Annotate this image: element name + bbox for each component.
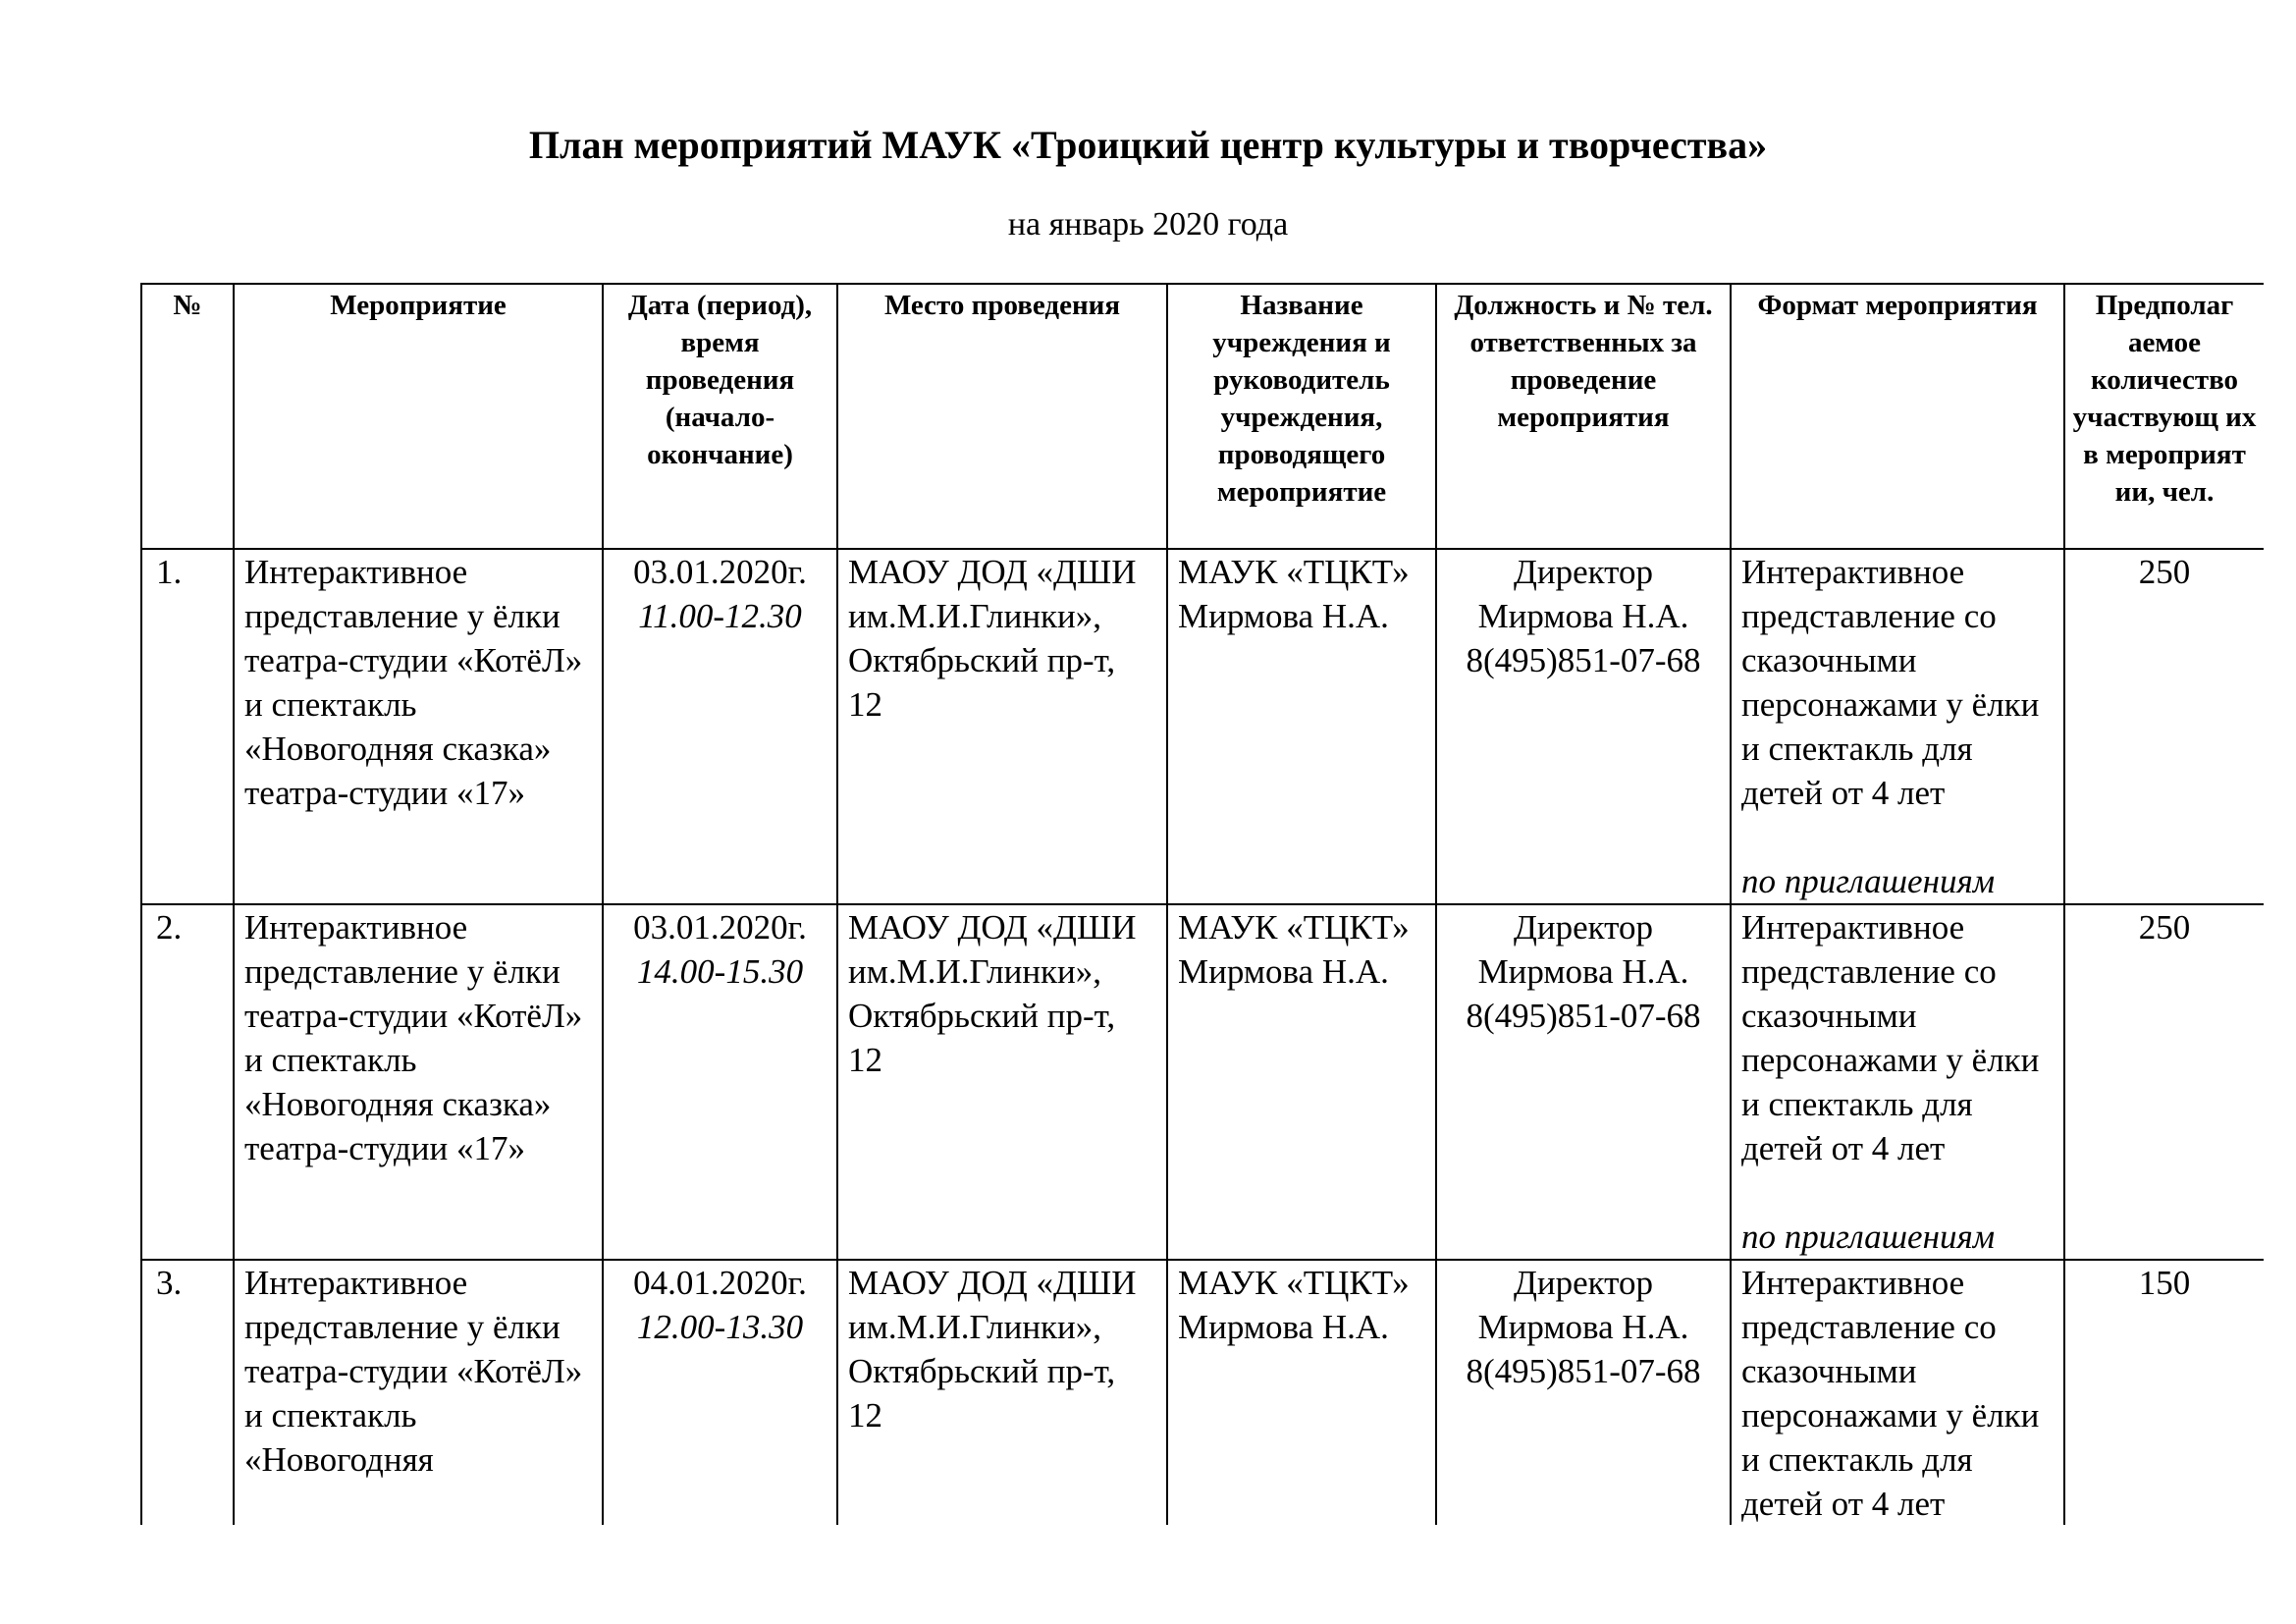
event-participants: 250 <box>2064 904 2264 1260</box>
event-format <box>1731 1260 2064 1525</box>
events-table-container <box>140 283 2264 1525</box>
event-format <box>1731 549 2064 904</box>
format-description: Интерактивное представление со сказочными персонажами у ёлки и спектакль для детей от 4 лет <box>1741 1264 2040 1523</box>
responsible-position: Директор <box>1513 1264 1654 1302</box>
header-participants: Предполаг аемое количество участвующ их в мероприят ии, чел. <box>2064 284 2264 549</box>
header-responsible: Должность и № тел. ответственных за проведение мероприятия <box>1436 284 1731 549</box>
document-title: План мероприятий МАУК «Троицкий центр культуры и творчества» <box>528 123 1768 167</box>
event-datetime <box>603 904 837 1260</box>
event-place: МАОУ ДОД «ДШИ им.М.И.Глинки», Октябрьский пр-т, 12 <box>837 904 1167 1260</box>
event-datetime <box>603 549 837 904</box>
event-time: 14.00-15.30 <box>636 952 804 991</box>
responsible-phone: 8(495)851-07-68 <box>1466 641 1701 679</box>
responsible-phone: 8(495)851-07-68 <box>1466 1352 1701 1390</box>
responsible-name: Мирмова Н.А. <box>1477 597 1689 635</box>
event-organization: МАУК «ТЦКТ» Мирмова Н.А. <box>1167 1260 1436 1525</box>
format-note: по приглашениям <box>1741 1218 1996 1256</box>
event-participants: 150 <box>2064 1260 2264 1525</box>
event-time: 12.00-13.30 <box>636 1308 804 1346</box>
event-responsible <box>1436 549 1731 904</box>
header-organization: Название учреждения и руководитель учреждения, проводящего мероприятие <box>1167 284 1436 549</box>
event-name: Интерактивное представление у ёлки театра-студии «КотёЛ» и спектакль «Новогодняя <box>234 1260 603 1525</box>
table-row <box>141 549 2264 904</box>
header-format: Формат мероприятия <box>1731 284 2064 549</box>
event-name: Интерактивное представление у ёлки театра-студии «КотёЛ» и спектакль «Новогодняя сказка» театра-студии «17» <box>234 549 603 904</box>
events-table <box>140 283 2264 1525</box>
event-responsible <box>1436 1260 1731 1525</box>
event-organization: МАУК «ТЦКТ» Мирмова Н.А. <box>1167 549 1436 904</box>
event-participants: 250 <box>2064 549 2264 904</box>
row-number: 2. <box>141 904 234 1260</box>
row-number: 3. <box>141 1260 234 1525</box>
format-description: Интерактивное представление со сказочными персонажами у ёлки и спектакль для детей от 4 лет <box>1741 553 2040 812</box>
format-description: Интерактивное представление со сказочными персонажами у ёлки и спектакль для детей от 4 лет <box>1741 908 2040 1167</box>
table-row <box>141 1260 2264 1525</box>
event-name: Интерактивное представление у ёлки театра-студии «КотёЛ» и спектакль «Новогодняя сказка» театра-студии «17» <box>234 904 603 1260</box>
header-event: Мероприятие <box>234 284 603 549</box>
row-number: 1. <box>141 549 234 904</box>
event-date: 04.01.2020г. <box>633 1264 807 1302</box>
format-spacer <box>1741 815 2054 859</box>
event-datetime <box>603 1260 837 1525</box>
header-place: Место проведения <box>837 284 1167 549</box>
event-date: 03.01.2020г. <box>633 908 807 947</box>
responsible-position: Директор <box>1513 553 1654 591</box>
responsible-position: Директор <box>1513 908 1654 947</box>
event-responsible <box>1436 904 1731 1260</box>
responsible-phone: 8(495)851-07-68 <box>1466 997 1701 1035</box>
event-place: МАОУ ДОД «ДШИ им.М.И.Глинки», Октябрьский пр-т, 12 <box>837 1260 1167 1525</box>
header-date: Дата (период), время проведения (начало-окончание) <box>603 284 837 549</box>
event-organization: МАУК «ТЦКТ» Мирмова Н.А. <box>1167 904 1436 1260</box>
event-format <box>1731 904 2064 1260</box>
responsible-name: Мирмова Н.А. <box>1477 952 1689 991</box>
responsible-name: Мирмова Н.А. <box>1477 1308 1689 1346</box>
format-spacer <box>1741 1170 2054 1215</box>
event-date: 03.01.2020г. <box>633 553 807 591</box>
document-subtitle: на январь 2020 года <box>1007 206 1289 243</box>
table-row <box>141 904 2264 1260</box>
table-header-row <box>141 284 2264 549</box>
header-number: № <box>141 284 234 549</box>
event-time: 11.00-12.30 <box>638 597 802 635</box>
format-note: по приглашениям <box>1741 862 1996 900</box>
event-place: МАОУ ДОД «ДШИ им.М.И.Глинки», Октябрьский пр-т, 12 <box>837 549 1167 904</box>
